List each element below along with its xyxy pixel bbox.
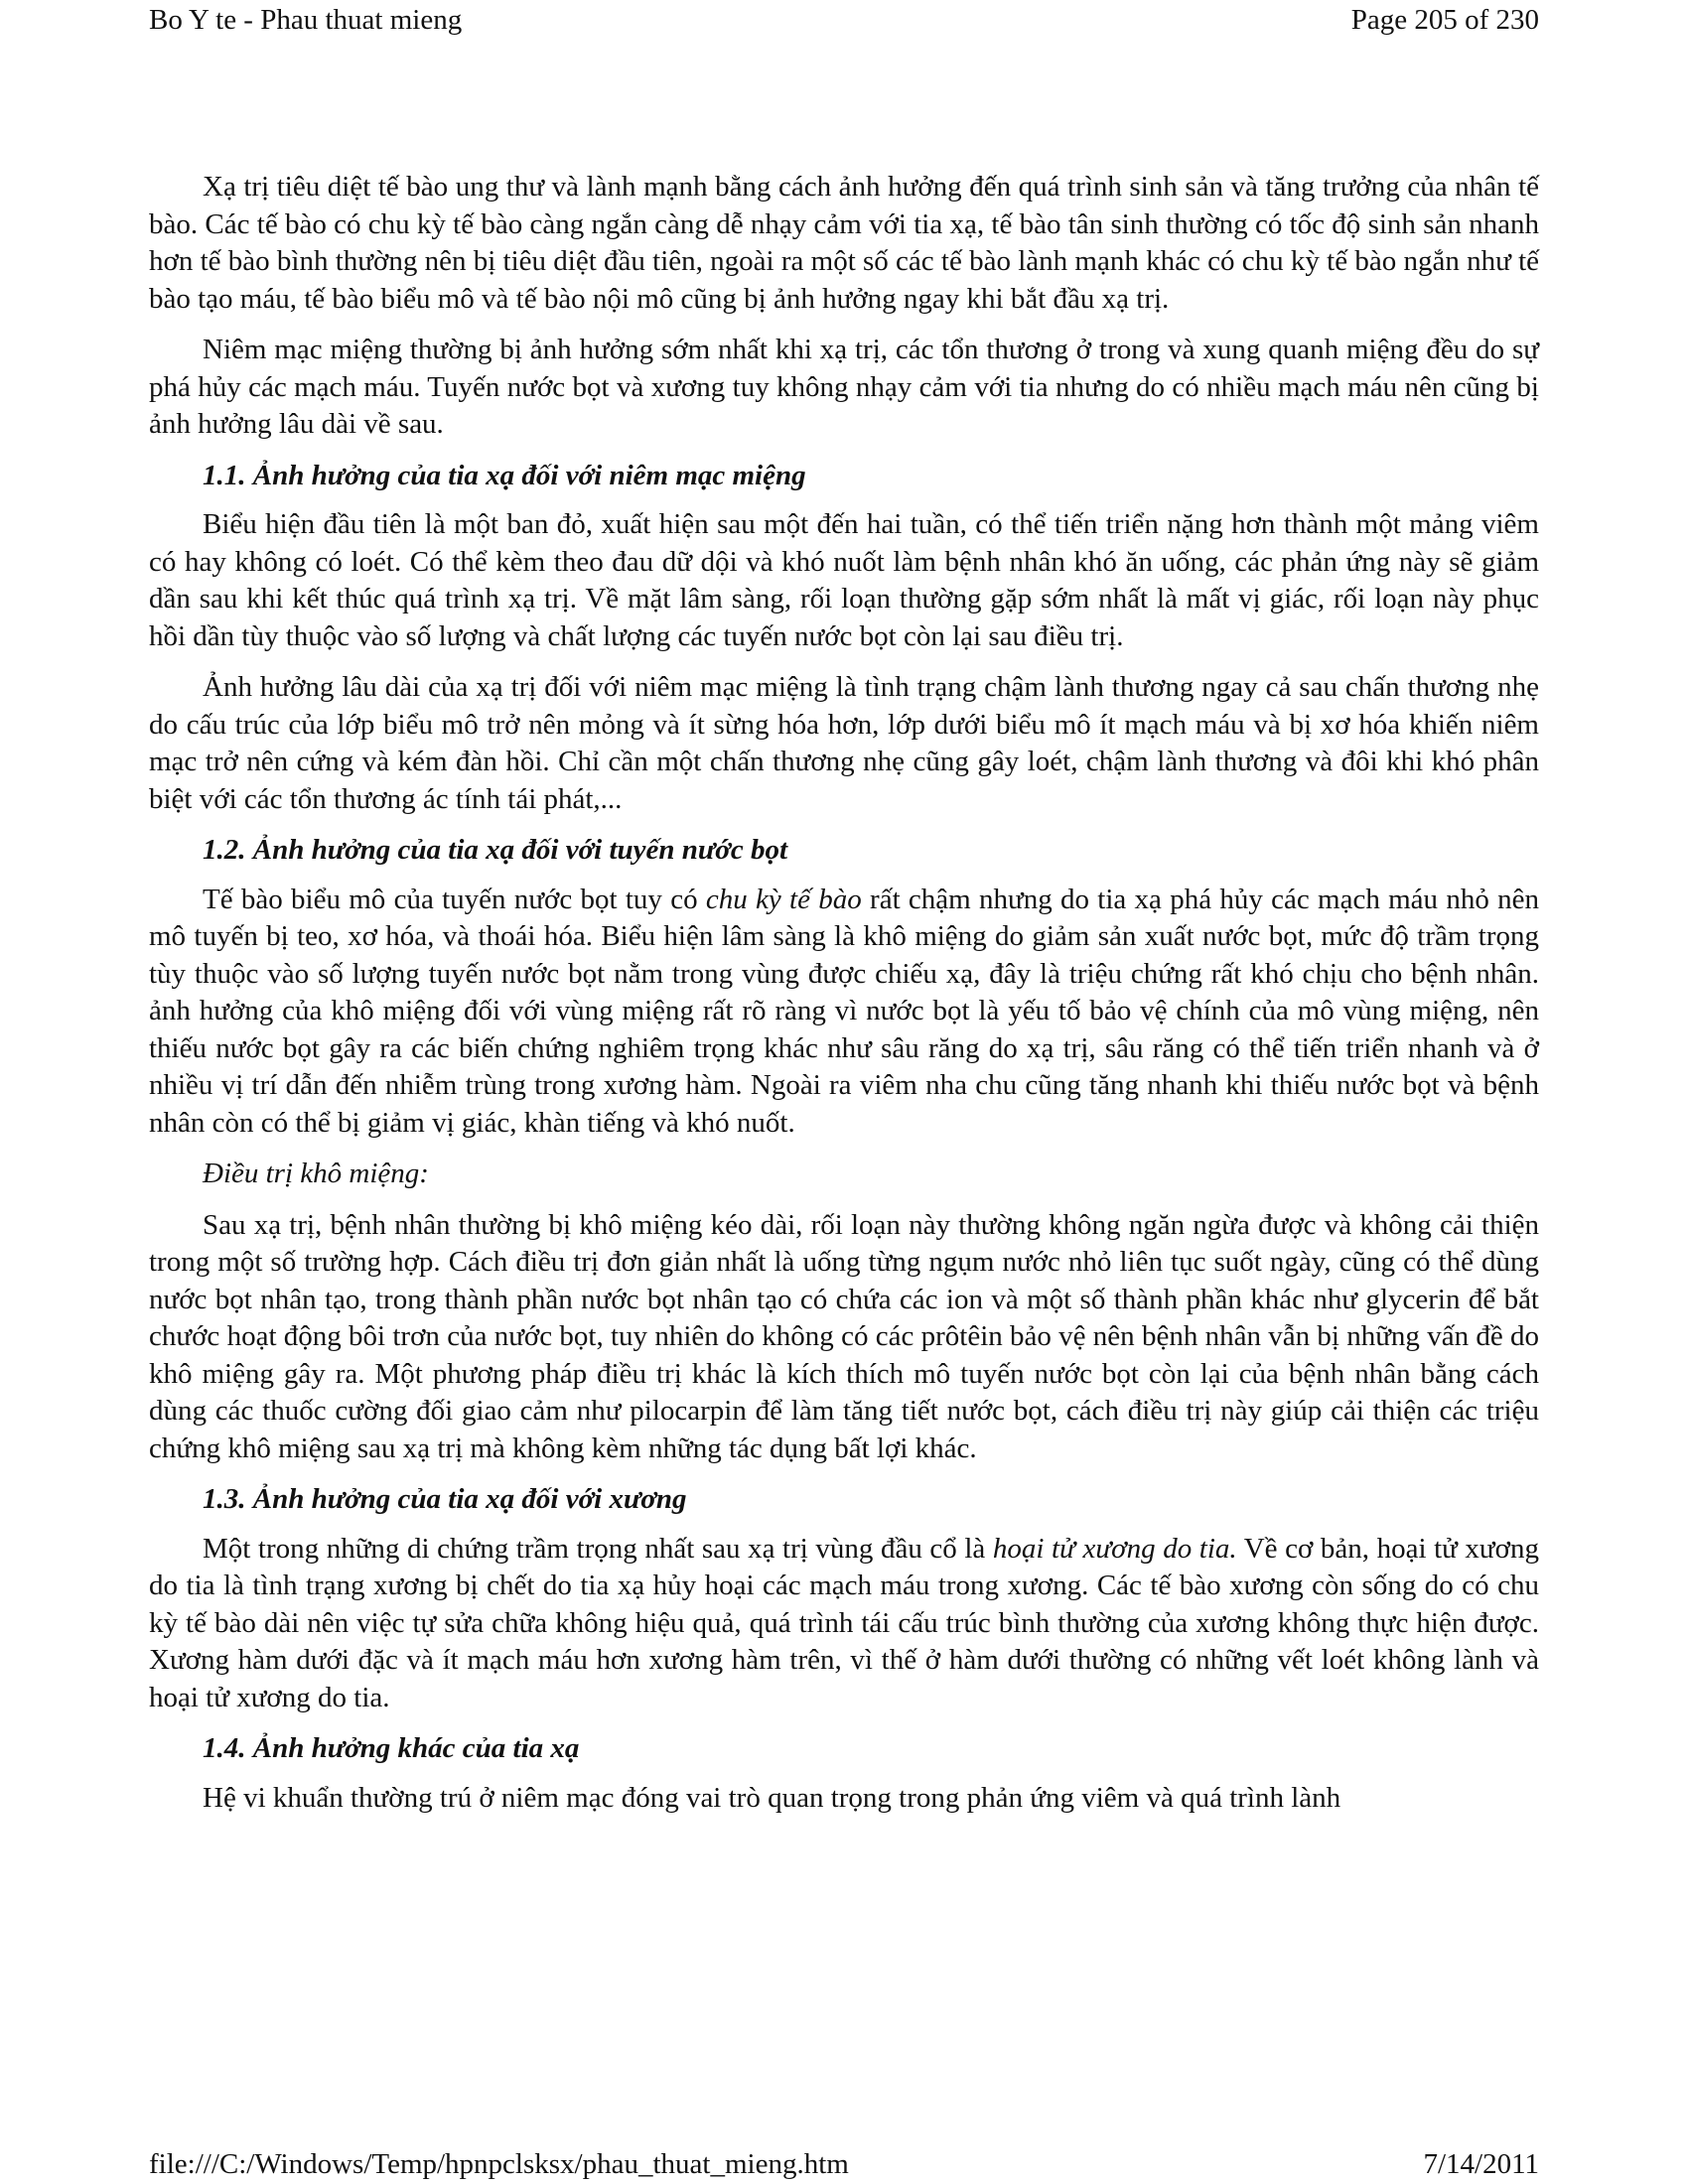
paragraph: Sau xạ trị, bệnh nhân thường bị khô miệng kéo dài, rối loạn này thường không ngăn ngừa được và không cải thiện trong một số trường hợp. Cách điều trị đơn giản nhất là uống từng ngụm nước nhỏ liên tục suốt ngày, cũng có thể dùng nước bọt nhân tạo, trong thành phần nước bọt nhân tạo có chứa các ion và một số thành phần khác như glycerin để bắt chước hoạt động bôi trơn của nước bọt, tuy nhiên do không có các prôtêin bảo vệ nên bệnh nhân vẫn bị những vấn đề do khô miệng gây ra. Một phương pháp điều trị khác là kích thích mô tuyến nước bọt còn lại của bệnh nhân bằng cách dùng các thuốc cường đối giao cảm như pilocarpin để làm tăng tiết nước bọt, cách điều trị này giúp cải thiện các triệu chứng khô miệng sau xạ trị mà không kèm những tác dụng bất lợi khác. [149, 1208, 1539, 1464]
italic-term: hoại tử xương do tia. [992, 1532, 1237, 1565]
page-footer [149, 2144, 1539, 2184]
italic-term: chu kỳ tế bào [705, 883, 862, 915]
paragraph [149, 1531, 1539, 1717]
page-header [149, 0, 1539, 40]
text-run: Một trong những di chứng trầm trọng nhất sau xạ trị vùng đầu cổ là [203, 1532, 993, 1565]
section-heading-1-3: 1.3. Ảnh hưởng của tia xạ đối với xương [203, 1483, 687, 1515]
paragraph: Ảnh hưởng lâu dài của xạ trị đối với niêm mạc miệng là tình trạng chậm lành thương ngay cả sau chấn thương nhẹ do cấu trúc của lớp biểu mô trở nên mỏng và ít sừng hóa hơn, lớp dưới biểu mô ít mạch máu và bị xơ hóa khiến niêm mạc trở nên cứng và kém đàn hồi. Chỉ cần một chấn thương nhẹ cũng gây loét, chậm lành thương và đôi khi khó phân biệt với các tổn thương ác tính tái phát,... [149, 671, 1539, 815]
text-run: rất chậm nhưng do tia xạ phá hủy các mạch máu nhỏ nên mô tuyến bị teo, xơ hóa, và thoái hóa. Biểu hiện lâm sàng là khô miệng do giảm sản xuất nước bọt, mức độ trầm trọng tùy thuộc vào số lượng tuyến nước bọt nằm trong vùng được chiếu xạ, đây là triệu chứng rất khó chịu cho bệnh nhân. ảnh hưởng của khô miệng đối với vùng miệng rất rõ ràng vì nước bọt là yếu tố bảo vệ chính của mô vùng miệng, nên thiếu nước bọt gây ra các biến chứng nghiêm trọng khác như sâu răng do xạ trị, sâu răng có thể tiến triển nhanh và ở nhiều vị trí dẫn đến nhiễm trùng trong xương hàm. Ngoài ra viêm nha chu cũng tăng nhanh khi thiếu nước bọt và bệnh nhân còn có thể bị giảm vị giác, khàn tiếng và khó nuốt. [149, 883, 1539, 1139]
section-heading-1-4: 1.4. Ảnh hưởng khác của tia xạ [203, 1732, 580, 1764]
section-heading-1-2: 1.2. Ảnh hưởng của tia xạ đối với tuyến nước bọt [203, 834, 788, 866]
paragraph: Biểu hiện đầu tiên là một ban đỏ, xuất hiện sau một đến hai tuần, có thể tiến triển nặng hơn thành một mảng viêm có hay không có loét. Có thể kèm theo đau dữ dội và khó nuốt làm bệnh nhân khó ăn uống, các phản ứng này sẽ giảm dần sau khi kết thúc quá trình xạ trị. Về mặt lâm sàng, rối loạn thường gặp sớm nhất là mất vị giác, rối loạn này phục hồi dần tùy thuộc vào số lượng và chất lượng các tuyến nước bọt còn lại sau điều trị. [149, 508, 1539, 652]
subheading-dry-mouth-treatment: Điều trị khô miệng: [203, 1158, 429, 1189]
document-body [149, 169, 1539, 1831]
print-date: 7/14/2011 [1423, 2147, 1539, 2180]
paragraph: Xạ trị tiêu diệt tế bào ung thư và lành mạnh bằng cách ảnh hưởng đến quá trình sinh sản và tăng trưởng của nhân tế bào. Các tế bào có chu kỳ tế bào càng ngắn càng dễ nhạy cảm với tia xạ, tế bào tân sinh thường có tốc độ sinh sản nhanh hơn tế bào bình thường nên bị tiêu diệt đầu tiên, ngoài ra một số các tế bào lành mạnh khác có chu kỳ tế bào ngắn như tế bào tạo máu, tế bào biểu mô và tế bào nội mô cũng bị ảnh hưởng ngay khi bắt đầu xạ trị. [149, 171, 1539, 315]
page-number: Page 205 of 230 [1350, 3, 1539, 36]
document-title: Bo Y te - Phau thuat mieng [149, 3, 463, 36]
paragraph: Niêm mạc miệng thường bị ảnh hưởng sớm nhất khi xạ trị, các tổn thương ở trong và xung quanh miệng đều do sự phá hủy các mạch máu. Tuyến nước bọt và xương tuy không nhạy cảm với tia nhưng do có nhiều mạch máu nên cũng bị ảnh hưởng lâu dài về sau. [149, 334, 1539, 440]
text-run: Về cơ bản, hoại tử xương do tia là tình trạng xương bị chết do tia xạ hủy hoại các mạch máu trong xương. Các tế bào xương còn sống do có chu kỳ tế bào dài nên việc tự sửa chữa không hiệu quả, quá trình tái cấu trúc bình thường của xương không thực hiện được. Xương hàm dưới đặc và ít mạch máu hơn xương hàm trên, vì thế ở hàm dưới thường có những vết loét không lành và hoại tử xương do tia. [149, 1532, 1539, 1713]
text-run: Tế bào biểu mô của tuyến nước bọt tuy có [203, 883, 706, 915]
paragraph [149, 882, 1539, 1143]
paragraph: Hệ vi khuẩn thường trú ở niêm mạc đóng vai trò quan trọng trong phản ứng viêm và quá trình lành [203, 1781, 1341, 1814]
file-url: file:///C:/Windows/Temp/hpnpclsksx/phau_thuat_mieng.htm [149, 2147, 849, 2180]
section-heading-1-1: 1.1. Ảnh hưởng của tia xạ đối với niêm mạc miệng [203, 459, 806, 491]
